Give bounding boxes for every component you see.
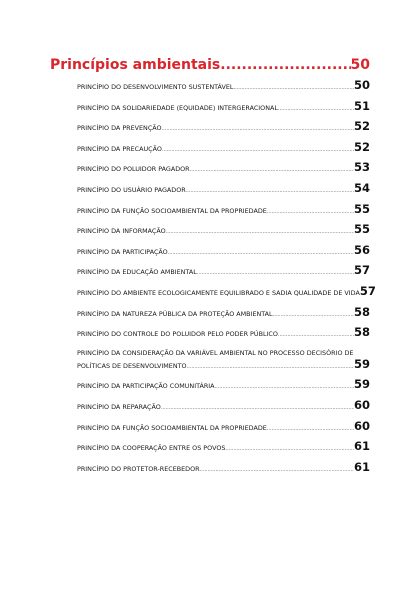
- toc-entry[interactable]: [77, 377, 370, 392]
- toc-entry[interactable]: [77, 160, 370, 175]
- toc-entry[interactable]: [77, 418, 370, 433]
- toc-entry-page: 57: [353, 263, 370, 278]
- toc-entry[interactable]: [77, 139, 370, 154]
- toc-entry-label: PRINCÍPIO DA SOLIDARIEDADE (EQUIDADE) INTERGERACIONAL: [77, 103, 278, 112]
- toc-entry-leader: [278, 331, 354, 339]
- toc-entry-leader: [233, 84, 354, 92]
- toc-entry-label: PRINCÍPIO DO AMBIENTE ECOLOGICAMENTE EQUILIBRADO E SADIA QUALIDADE DE VIDA: [77, 288, 360, 297]
- toc-entry-page: 52: [353, 139, 370, 154]
- toc-entry[interactable]: [77, 304, 370, 319]
- toc-entry-page: 57: [359, 283, 376, 298]
- toc-entry-page: 55: [353, 201, 370, 216]
- toc-entry[interactable]: [77, 325, 370, 340]
- toc-entry-page: 59: [353, 356, 370, 371]
- toc-entry-page: 59: [353, 377, 370, 392]
- toc-entry-line2: [77, 356, 370, 371]
- toc-entry-leader: [278, 105, 354, 113]
- toc-entry[interactable]: [77, 263, 370, 278]
- toc-entry-page: 53: [353, 160, 370, 175]
- table-of-contents: [50, 55, 376, 483]
- toc-entry[interactable]: [77, 180, 370, 195]
- toc-entry-leader: [162, 125, 354, 133]
- toc-heading[interactable]: [50, 55, 370, 75]
- toc-entry-leader: [166, 228, 354, 236]
- toc-entry-page: 51: [353, 98, 370, 113]
- toc-entry-label: PRINCÍPIO DA NATUREZA PÚBLICA DA PROTEÇÃO AMBIENTAL: [77, 309, 273, 318]
- toc-entry-label: PRINCÍPIO DA PARTICIPAÇÃO: [77, 247, 168, 256]
- toc-entry[interactable]: [77, 222, 370, 237]
- toc-entry-leader: [200, 466, 354, 474]
- toc-entry-leader: [186, 187, 354, 195]
- toc-entry[interactable]: [77, 349, 370, 371]
- toc-entry-label: PRINCÍPIO DA INFORMAÇÃO: [77, 227, 166, 236]
- toc-entry[interactable]: [77, 201, 370, 216]
- toc-entry[interactable]: [77, 283, 376, 298]
- toc-heading-page: 50: [350, 57, 370, 73]
- toc-entry-leader: [273, 311, 354, 319]
- toc-entry-leader: [187, 363, 354, 371]
- toc-entry-label: PRINCÍPIO DO USUÁRIO PAGADOR: [77, 185, 186, 194]
- toc-heading-leader: [220, 55, 350, 75]
- toc-entry-page: 54: [353, 180, 370, 195]
- toc-entry-leader: [190, 166, 354, 174]
- toc-entry[interactable]: [77, 119, 370, 134]
- toc-entry-page: 60: [353, 397, 370, 412]
- toc-entry-label: PRINCÍPIO DA PARTICIPAÇÃO COMUNITÁRIA: [77, 382, 215, 391]
- toc-entry-leader: [162, 146, 354, 154]
- toc-entry[interactable]: [77, 439, 370, 454]
- toc-entry-label: PRINCÍPIO DO CONTROLE DO POLUIDOR PELO PODER PÚBLICO: [77, 330, 278, 339]
- toc-entry-page: 55: [353, 222, 370, 237]
- toc-entry-page: 60: [353, 418, 370, 433]
- toc-entry[interactable]: [77, 397, 370, 412]
- toc-entry-page: 58: [353, 304, 370, 319]
- toc-entry-page: 52: [353, 119, 370, 134]
- toc-entry-label: PRINCÍPIO DA EDUCAÇÃO AMBIENTAL: [77, 268, 197, 277]
- toc-entry-leader: [197, 269, 354, 277]
- toc-entry-page: 56: [353, 242, 370, 257]
- toc-entry-leader: [161, 404, 354, 412]
- toc-entry-page: 61: [353, 439, 370, 454]
- toc-entry-label: PRINCÍPIO DA PRECAUÇÃO: [77, 144, 162, 153]
- toc-entry-leader: [267, 208, 354, 216]
- toc-entry-leader: [168, 249, 354, 257]
- toc-entry[interactable]: [77, 98, 370, 113]
- toc-entry[interactable]: [77, 78, 370, 92]
- toc-entry-label: PRINCÍPIO DA FUNÇÃO SOCIOAMBIENTAL DA PROPRIEDADE: [77, 206, 267, 215]
- toc-entry-label: PRINCÍPIO DA FUNÇÃO SOCIOAMBIENTAL DA PROPRIEDADE: [77, 423, 267, 432]
- toc-entry-leader: [215, 383, 354, 391]
- toc-entry-label: PRINCÍPIO DO DESENVOLVIMENTO SUSTENTÁVEL: [77, 83, 234, 91]
- toc-heading-title: Princípios ambientais: [50, 57, 221, 73]
- toc-entry-label: PRINCÍPIO DA COOPERAÇÃO ENTRE OS POVOS: [77, 444, 226, 453]
- toc-entry-page: 61: [353, 459, 370, 474]
- toc-entry-page: 50: [353, 78, 370, 92]
- toc-entry-label-line1: PRINCÍPIO DA CONSIDERAÇÃO DA VARIÁVEL AMBIENTAL NO PROCESSO DECISÓRIO DE: [77, 348, 354, 357]
- toc-entry-label: PRINCÍPIO DO POLUIDOR PAGADOR: [77, 165, 190, 174]
- toc-entry-label: PRINCÍPIO DA REPARAÇÃO: [77, 402, 161, 411]
- toc-entry-page: 58: [353, 325, 370, 340]
- toc-entry-label: PRINCÍPIO DA PREVENÇÃO: [77, 124, 162, 133]
- toc-entry-label: PRINCÍPIO DO PROTETOR-RECEBEDOR: [77, 464, 200, 473]
- toc-entries: [50, 78, 376, 474]
- toc-entry-leader: [225, 445, 354, 453]
- toc-entry-leader: [267, 425, 354, 433]
- toc-entry[interactable]: [77, 242, 370, 257]
- toc-entry[interactable]: [77, 459, 370, 474]
- toc-entry-label-line2: POLÍTICAS DE DESENVOLVIMENTO: [77, 361, 187, 370]
